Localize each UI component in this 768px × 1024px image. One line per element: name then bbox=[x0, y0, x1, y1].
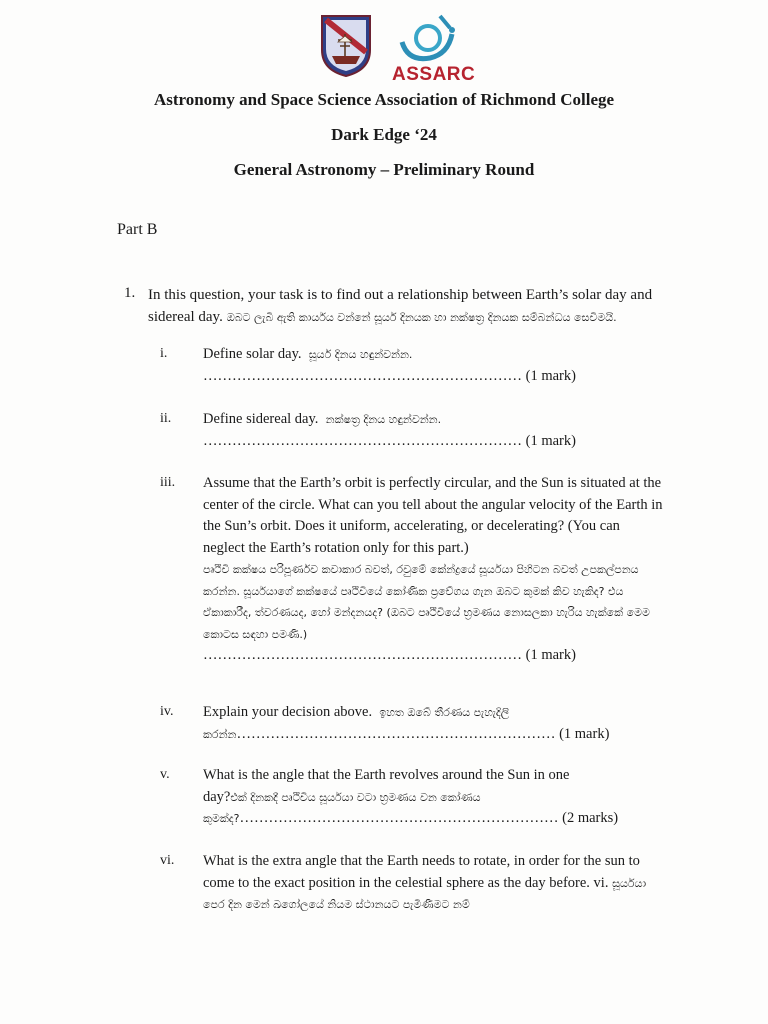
subquestion-text: Assume that the Earth’s orbit is perfectly circular, and the Sun is situated at the center of the circle. What can you tell about the angular velocity of the Earth in the Sun’s orbit. Does it uniform, accelerating, or decelerating? (You can neglect the Earth’s rotation only for this part.) bbox=[203, 475, 663, 556]
subquestion-sinhala: කුමක්ද? bbox=[203, 812, 240, 825]
subquestion-sinhala: කරන්න bbox=[203, 727, 237, 741]
subquestion-number: v. bbox=[160, 767, 170, 782]
subquestion-number: iv. bbox=[160, 704, 174, 719]
subquestion-text: Explain your decision above. bbox=[203, 704, 373, 720]
answer-line: ………………………………………………………… (1 mark) bbox=[236, 725, 610, 742]
answer-line: ………………………………………………………… (1 mark) bbox=[203, 647, 576, 663]
subquestion-text: What is the extra angle that the Earth needs to rotate, in order for the sun to come to the exact position in the celestial sphere as the day before. vi. bbox=[203, 853, 640, 891]
subquestion-number: iii. bbox=[160, 475, 176, 490]
subquestion-text: day? bbox=[203, 788, 231, 805]
subquestion-vi bbox=[203, 851, 663, 916]
association-title: Astronomy and Space Science Association of Richmond College bbox=[153, 90, 615, 109]
question-text bbox=[148, 284, 668, 329]
subquestion-number: i. bbox=[160, 346, 168, 361]
subquestion-sinhala: ඉහත ඔබේ තීරණය පැහැදිලි bbox=[379, 706, 510, 719]
college-crest-logo bbox=[318, 12, 374, 78]
answer-line: ………………………………………………………… (1 mark) bbox=[203, 432, 576, 449]
subquestion-v bbox=[203, 765, 663, 830]
subquestion-sinhala: සූර්ය දිනය හඳුන්වන්න. bbox=[308, 348, 413, 361]
header-logos bbox=[318, 12, 476, 88]
question-number: 1. bbox=[124, 285, 136, 301]
subquestion-text: What is the angle that the Earth revolves around the Sun in one bbox=[203, 767, 570, 783]
round-title: General Astronomy – Preliminary Round bbox=[233, 160, 535, 179]
subquestion-text: Define solar day. bbox=[203, 346, 302, 362]
event-title: Dark Edge ‘24 bbox=[331, 125, 437, 144]
question-english: In this question, your task is to find out a relationship between Earth’s solar day and sidereal day. bbox=[148, 287, 653, 325]
subquestion-sinhala: පෘථිවි කක්ෂය පරිපූර්ණව කවාකාර බවත්, රවුමේ කේන්ද්‍රයේ සූර්යයා පිහිටන බවත් උපකල්පනය කරන්න. සූර්යයාගේ කක්ෂයේ පෘථිවියේ කෝණික ප්‍රවේගය ගැන ඔබට කුමක් කිව හැකිද? එය ඒකාකාරීද, ත්වරණයද, හෝ මන්දනයද? (ඔබට පෘථිවියේ භ්‍රමණය නොසලකා හැරිය හැක්කේ මෙම කොටස සඳහා පමණි.) bbox=[203, 563, 650, 641]
part-heading: Part B bbox=[117, 221, 158, 238]
subquestion-number: ii. bbox=[160, 411, 172, 426]
answer-line: ………………………………………………………… (2 marks) bbox=[239, 810, 619, 826]
question-sinhala: ඔබට ලැබී ඇති කාර්යය වන්නේ සූර්ය දිනයක හා නක්ෂත්‍ර දිනයක සම්බන්ධය සෙවීමයි. bbox=[226, 311, 617, 324]
subquestion-sinhala: නක්ෂත්‍ර දිනය හඳුන්වන්න. bbox=[325, 413, 442, 426]
subquestion-ii bbox=[203, 409, 663, 452]
subquestion-i bbox=[203, 344, 663, 387]
subquestion-sinhala: සූර්යයා පෙර දින මෙන් ඛගෝලයේ නියම ස්ථානයට පැමිණීමට නම් bbox=[203, 876, 647, 911]
answer-line: ………………………………………………………… (1 mark) bbox=[203, 367, 576, 384]
subquestion-iii bbox=[203, 473, 663, 667]
subquestion-sinhala: එක් දිනකදී පෘථිවිය සූර්යයා වටා භ්‍රමණය වන කෝණය bbox=[230, 790, 481, 804]
assarc-logo-text: ASSARC bbox=[392, 64, 476, 85]
subquestion-number: vi. bbox=[160, 853, 175, 868]
subquestion-text: Define sidereal day. bbox=[203, 411, 319, 427]
subquestion-iv bbox=[203, 702, 663, 745]
